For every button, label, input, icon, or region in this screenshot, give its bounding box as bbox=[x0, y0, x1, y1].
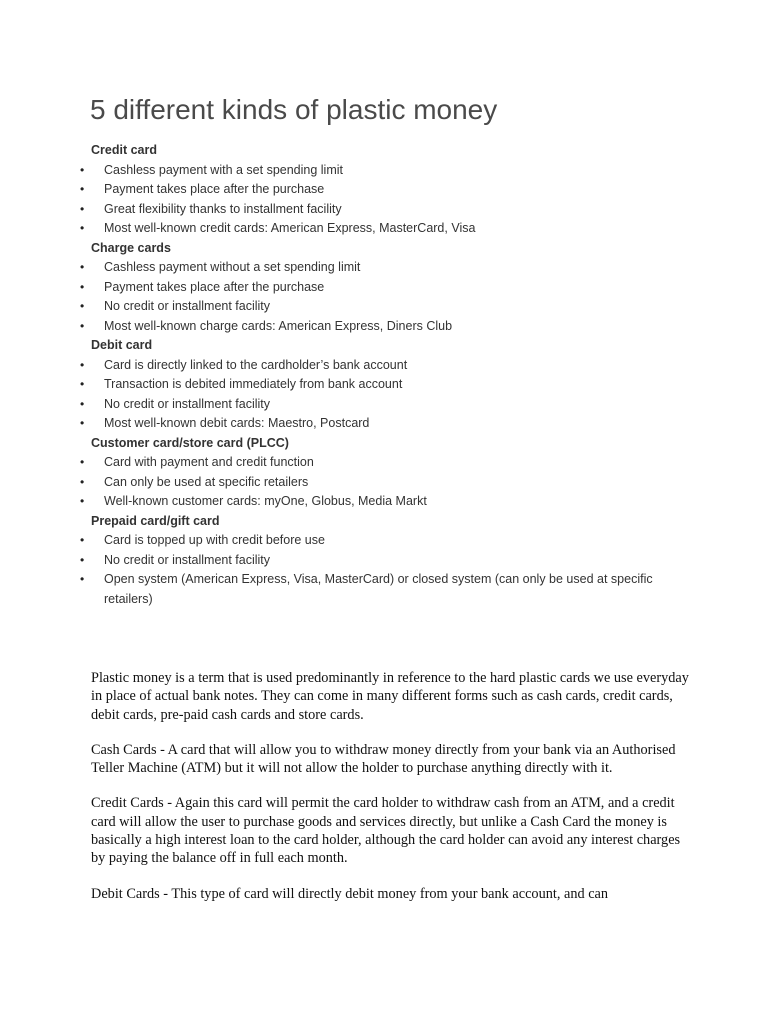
bullet-item: • Can only be used at specific retailers bbox=[0, 473, 768, 493]
bullet-item: • Cashless payment without a set spending limit bbox=[0, 258, 768, 278]
bullet-item: • Most well-known charge cards: American Express, Diners Club bbox=[0, 317, 768, 337]
section-heading: Credit card bbox=[91, 143, 157, 157]
bullet-item: • Card is directly linked to the cardholder’s bank account bbox=[0, 356, 768, 376]
card-types-list bbox=[0, 141, 768, 609]
body-text bbox=[91, 669, 691, 920]
bullet-item: • Well-known customer cards: myOne, Globus, Media Markt bbox=[0, 492, 768, 512]
bullet-item: • Payment takes place after the purchase bbox=[0, 180, 768, 200]
bullet-list bbox=[0, 161, 768, 239]
paragraph: Cash Cards - A card that will allow you to withdraw money directly from your bank via an Authorised Teller Machine (ATM) but it will not allow the holder to purchase anything directly with it. bbox=[91, 741, 676, 777]
paragraph: Debit Cards - This type of card will directly debit money from your bank account, and can bbox=[91, 885, 609, 902]
bullet-item: • Most well-known debit cards: Maestro, Postcard bbox=[0, 414, 768, 434]
bullet-item: • No credit or installment facility bbox=[0, 395, 768, 415]
section-heading: Charge cards bbox=[91, 240, 171, 255]
section-heading: Customer card/store card (PLCC) bbox=[91, 435, 289, 450]
bullet-item: • No credit or installment facility bbox=[0, 551, 768, 571]
bullet-item: • No credit or installment facility bbox=[0, 297, 768, 317]
bullet-item: • Open system (American Express, Visa, MasterCard) or closed system (can only be used at specific retailers) bbox=[0, 570, 768, 609]
bullet-item: • Card with payment and credit function bbox=[0, 453, 768, 473]
bullet-item: • Great flexibility thanks to installment facility bbox=[0, 200, 768, 220]
paragraph: Plastic money is a term that is used predominantly in reference to the hard plastic cards we use everyday in place of actual bank notes. They can come in many different forms such as cash cards, credit cards, debit cards, pre-paid cash cards and store cards. bbox=[91, 670, 689, 723]
bullet-list bbox=[0, 258, 768, 336]
bullet-list bbox=[0, 453, 768, 512]
bullet-list bbox=[0, 356, 768, 434]
bullet-item: • Payment takes place after the purchase bbox=[0, 278, 768, 298]
bullet-item: • Cashless payment with a set spending limit bbox=[0, 161, 768, 181]
bullet-item: • Most well-known credit cards: American Express, MasterCard, Visa bbox=[0, 219, 768, 239]
bullet-item: • Transaction is debited immediately from bank account bbox=[0, 375, 768, 395]
bullet-list bbox=[0, 531, 768, 609]
bullet-item: • Card is topped up with credit before use bbox=[0, 531, 768, 551]
paragraph: Credit Cards - Again this card will permit the card holder to withdraw cash from an ATM, and a credit card will allow the user to purchase goods and services directly, but unlike a Cash Card the money is basically a high interest loan to the card holder, although the card holder can avoid any interest charges by paying the balance off in full each month. bbox=[91, 795, 681, 867]
page-title: 5 different kinds of plastic money bbox=[90, 94, 498, 125]
section-heading: Prepaid card/gift card bbox=[91, 513, 220, 528]
section-heading: Debit card bbox=[91, 338, 153, 352]
